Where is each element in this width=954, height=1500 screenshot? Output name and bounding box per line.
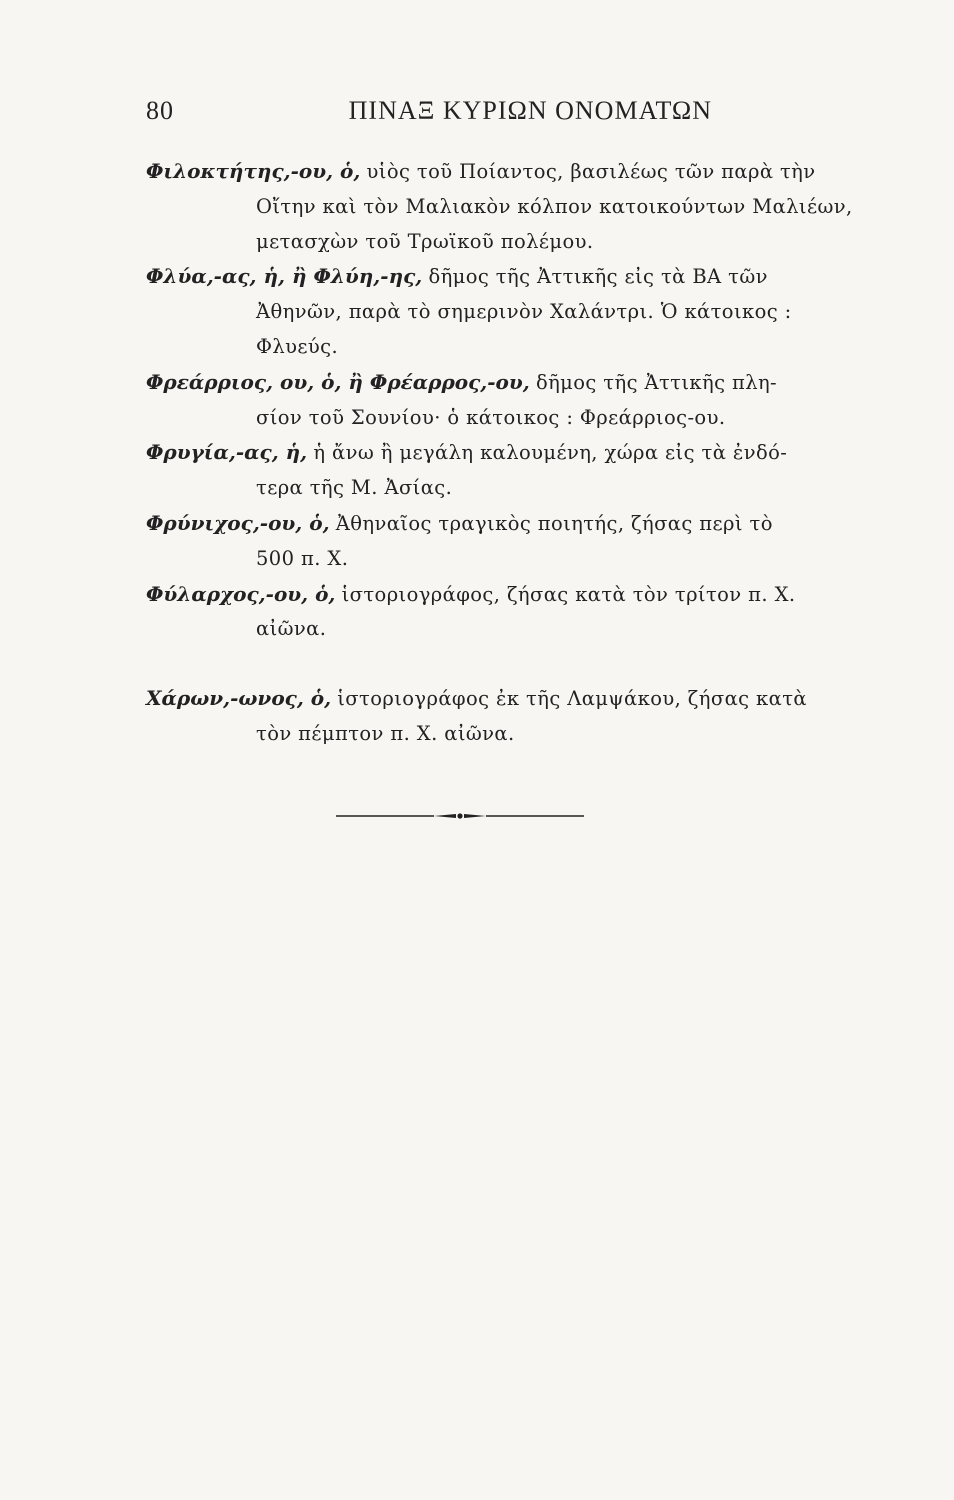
entry-text: ἡ ἄνω ἢ μεγάλη καλουμένη, χώρα εἰς τὰ ἐνδό-: [313, 441, 788, 465]
entry-lemma: Φύλαρχος,-ου, ὁ,: [146, 581, 336, 606]
entry-text: τερα τῆς Μ. Ἀσίας.: [256, 476, 453, 500]
entry-text: Φλυεύς.: [256, 334, 339, 358]
entry-lemma: Φρυγία,-ας, ἡ,: [146, 440, 308, 465]
entry-text: Οἴτην καὶ τὸν Μαλιακὸν κόλπον κατοικούντων Μαλιέων,: [256, 194, 853, 218]
entry-lemma: Φρύνιχος,-ου, ὁ,: [146, 510, 330, 535]
entry-text: αἰῶνα.: [256, 617, 327, 641]
entry-text: Ἀθηνῶν, παρὰ τὸ σημερινὸν Χαλάντρι. Ὁ κάτοικος :: [256, 300, 792, 324]
entry-text: σίον τοῦ Σουνίου· ὁ κάτοικος : Φρεάρριος-ου.: [256, 405, 726, 429]
entry-lemma: Φλύα,-ας, ἡ, ἢ Φλύη,-ης,: [146, 264, 423, 289]
entry-text: υἱὸς τοῦ Ποίαντος, βασιλέως τῶν παρὰ τὴν: [366, 160, 816, 183]
page-number: 80: [146, 96, 174, 125]
entry-text: μετασχὼν τοῦ Τρωϊκοῦ πολέμου.: [256, 229, 594, 253]
running-title: ΠΙΝΑΞ ΚΥΡΙΩΝ ΟΝΟΜΑΤΩΝ: [348, 96, 712, 125]
entry-list: [146, 154, 902, 752]
section-gap: [146, 647, 902, 681]
index-entry: [146, 506, 902, 577]
index-entry: [146, 259, 902, 364]
index-entry: [146, 435, 902, 506]
index-entry: [146, 154, 902, 259]
index-entry: [146, 365, 902, 436]
index-entry: [146, 577, 902, 648]
entry-text: ἱστοριογράφος, ζήσας κατὰ τὸν τρίτον π. Χ.: [341, 582, 796, 606]
entry-lemma: Φιλοκτήτης,-ου, ὁ,: [146, 159, 361, 183]
entry-text: δῆμος τῆς Ἀττικῆς πλη-: [535, 370, 778, 394]
entry-text: τὸν πέμπτον π. Χ. αἰῶνα.: [256, 721, 515, 745]
entry-text: Ἀθηναῖος τραγικὸς ποιητής, ζήσας περὶ τὸ: [335, 511, 773, 535]
entry-text: δῆμος τῆς Ἀττικῆς εἰς τὰ ΒΑ τῶν: [428, 265, 768, 289]
entry-text: ἱστοριογράφος ἐκ τῆς Λαμψάκου, ζήσας κατὰ: [337, 687, 807, 711]
index-entry: [146, 681, 902, 752]
entry-text: 500 π. Χ.: [256, 546, 349, 570]
ornamental-rule: [336, 810, 584, 822]
page-header: [146, 96, 712, 132]
entry-lemma: Φρεάρριος, ου, ὁ, ἢ Φρέαρρος,-ου,: [146, 369, 530, 394]
entry-lemma: Χάρων,-ωνος, ὁ,: [146, 686, 332, 711]
